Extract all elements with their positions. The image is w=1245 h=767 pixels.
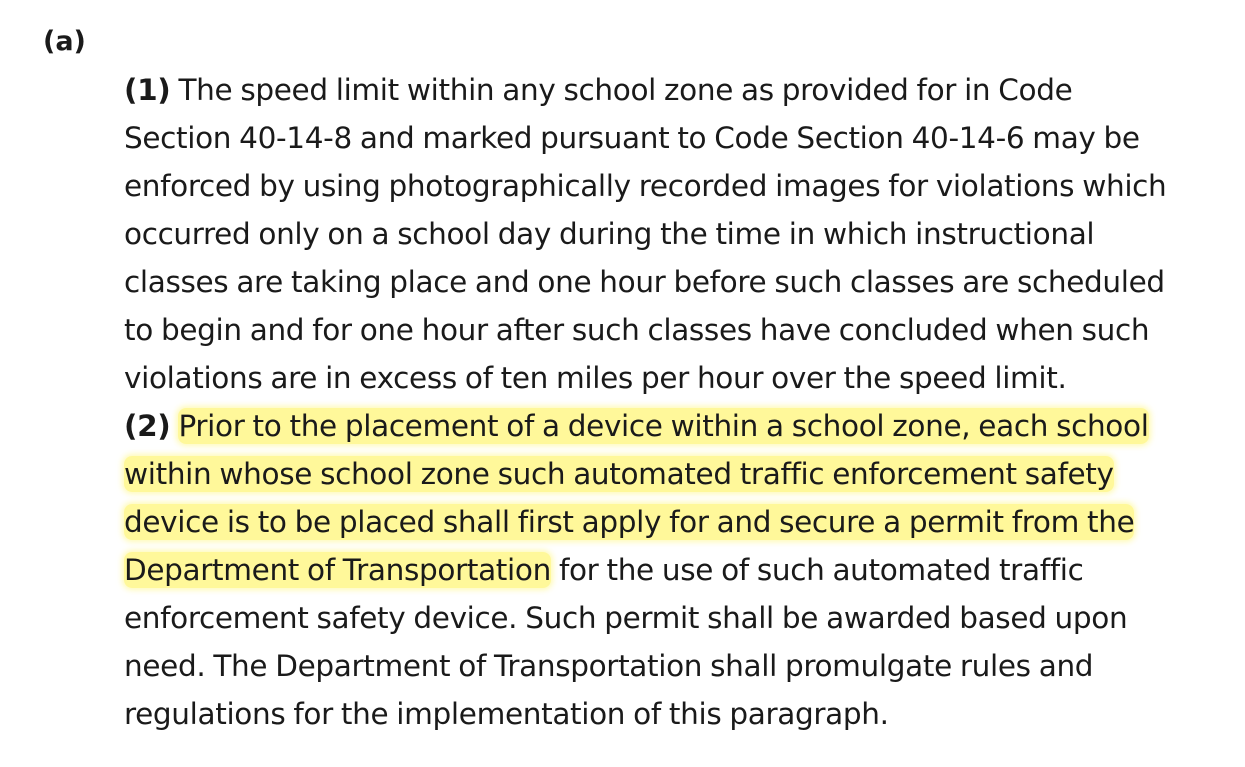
highlighted-text: within whose school zone such automated traffic enforcement safety bbox=[124, 457, 1114, 491]
section-label: (a) bbox=[43, 26, 86, 57]
text-line: need. The Department of Transportation shall promulgate rules and bbox=[124, 649, 1094, 683]
paragraph-number: (1) bbox=[124, 73, 171, 107]
paragraph-2 bbox=[124, 402, 1214, 738]
text-line bbox=[124, 450, 1214, 498]
text-line: occurred only on a school day during the time in which instructional bbox=[124, 217, 1095, 251]
text-line: enforced by using photographically recorded images for violations which bbox=[124, 169, 1167, 203]
text-line: Section 40-14-8 and marked pursuant to Code Section 40-14-6 may be bbox=[124, 121, 1140, 155]
highlighted-text: device is to be placed shall first apply for and secure a permit from the bbox=[124, 505, 1135, 539]
text-line: violations are in excess of ten miles per hour over the speed limit. bbox=[124, 361, 1067, 395]
line-text: The speed limit within any school zone as provided for in Code bbox=[178, 73, 1073, 107]
text-line: enforcement safety device. Such permit shall be awarded based upon bbox=[124, 601, 1128, 635]
text-line bbox=[124, 402, 1214, 450]
line-text: for the use of such automated traffic bbox=[558, 553, 1084, 587]
text-line: to begin and for one hour after such classes have concluded when such bbox=[124, 313, 1150, 347]
highlighted-text: Prior to the placement of a device within a school zone, each school bbox=[178, 409, 1149, 443]
paragraph-number: (2) bbox=[124, 409, 171, 443]
text-line bbox=[124, 546, 1214, 594]
text-line bbox=[124, 498, 1214, 546]
highlighted-text: Department of Transportation bbox=[124, 553, 551, 587]
text-line: classes are taking place and one hour before such classes are scheduled bbox=[124, 265, 1165, 299]
text-line: regulations for the implementation of this paragraph. bbox=[124, 697, 889, 731]
paragraph-1 bbox=[124, 66, 1214, 402]
text-line bbox=[124, 66, 1214, 114]
